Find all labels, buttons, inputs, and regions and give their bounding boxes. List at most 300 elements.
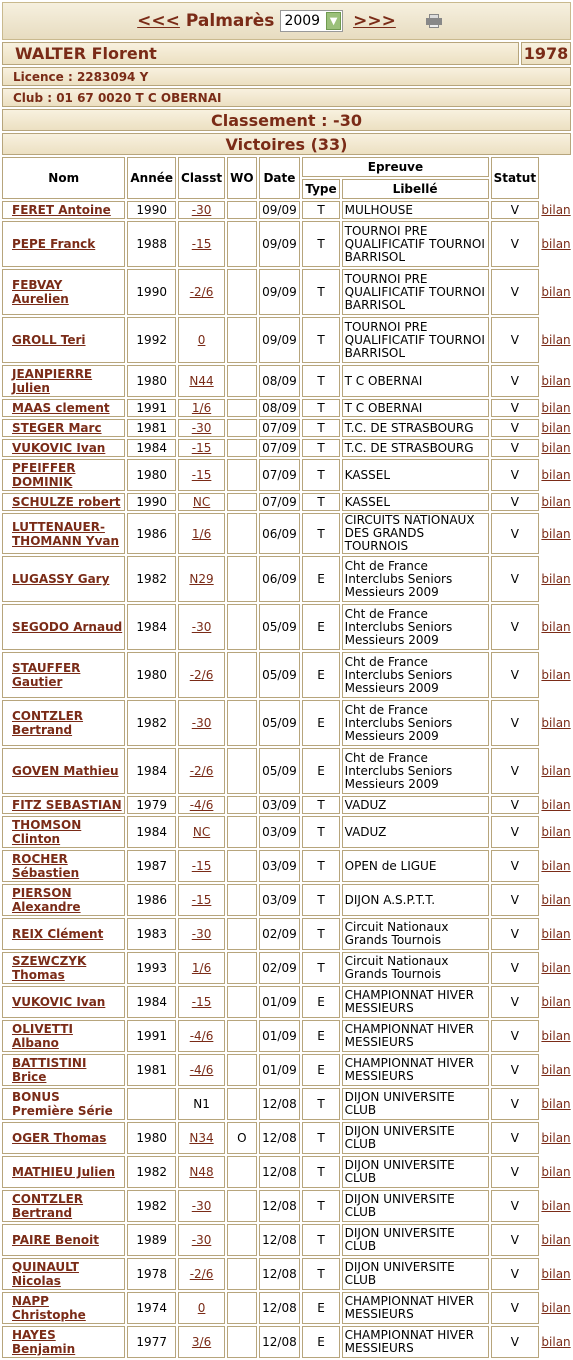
- opponent-link[interactable]: FERET Antoine: [12, 203, 111, 217]
- bilan-link[interactable]: bilan: [541, 859, 571, 873]
- table-row: [2, 399, 571, 417]
- wo-flag: [227, 1020, 256, 1052]
- wo-flag: [227, 1156, 256, 1188]
- table-row: [2, 317, 571, 363]
- classement-link[interactable]: -15: [191, 893, 212, 907]
- table-row: [2, 365, 571, 397]
- opponent-link[interactable]: VUKOVIC Ivan: [12, 995, 106, 1009]
- classement-link[interactable]: -15: [191, 859, 212, 873]
- wo-flag: [227, 918, 256, 950]
- opponent-link[interactable]: SZEWCZYK Thomas: [12, 954, 87, 982]
- bilan-link[interactable]: bilan: [541, 1131, 571, 1145]
- bilan-link[interactable]: bilan: [541, 1335, 571, 1349]
- opponent-link[interactable]: MAAS clement: [12, 401, 110, 415]
- chevron-down-icon[interactable]: ▼: [326, 12, 341, 30]
- table-row: [2, 1088, 571, 1120]
- opponent-classement: N1: [178, 1088, 225, 1120]
- epreuve-libelle: CHAMPIONNAT HIVER MESSIEURS: [342, 1292, 489, 1324]
- opponent-year: 1980: [127, 1122, 176, 1154]
- player-classement: Classement : -30: [2, 109, 571, 131]
- epreuve-type: T: [302, 365, 339, 397]
- table-row: [2, 439, 571, 457]
- table-row: [2, 556, 571, 602]
- opponent-year: 1990: [127, 269, 176, 315]
- wo-flag: [227, 700, 256, 746]
- wo-flag: [227, 419, 256, 437]
- match-statut: V: [491, 399, 540, 417]
- table-row: [2, 493, 571, 511]
- epreuve-libelle: T C OBERNAI: [342, 365, 489, 397]
- classement-link[interactable]: -4/6: [189, 1029, 214, 1043]
- opponent-link[interactable]: GOVEN Mathieu: [12, 764, 119, 778]
- table-row: [2, 816, 571, 848]
- opponent-year: 1991: [127, 399, 176, 417]
- classement-link[interactable]: 0: [197, 333, 206, 347]
- match-statut: V: [491, 317, 540, 363]
- match-statut: V: [491, 1326, 540, 1358]
- wo-flag: [227, 1190, 256, 1222]
- opponent-year: 1990: [127, 493, 176, 511]
- epreuve-libelle: TOURNOI PRE QUALIFICATIF TOURNOI BARRISOL: [342, 221, 489, 267]
- wo-flag: [227, 1258, 256, 1290]
- match-date: 01/09: [259, 1020, 301, 1052]
- match-statut: V: [491, 796, 540, 814]
- classement-link[interactable]: -30: [191, 1233, 212, 1247]
- bilan-link[interactable]: bilan: [541, 1301, 571, 1315]
- match-statut: V: [491, 459, 540, 491]
- wo-flag: [227, 884, 256, 916]
- opponent-link[interactable]: SEGODO Arnaud: [12, 620, 123, 634]
- match-statut: V: [491, 201, 540, 219]
- match-statut: V: [491, 1054, 540, 1086]
- wo-flag: [227, 513, 256, 554]
- opponent-link[interactable]: LUGASSY Gary: [12, 572, 110, 586]
- classement-link[interactable]: -15: [191, 441, 212, 455]
- epreuve-libelle: T.C. DE STRASBOURG: [342, 419, 489, 437]
- epreuve-libelle: MULHOUSE: [342, 201, 489, 219]
- match-date: 05/09: [259, 652, 301, 698]
- opponent-year: 1984: [127, 986, 176, 1018]
- match-date: 01/09: [259, 1054, 301, 1086]
- table-row: [2, 884, 571, 916]
- classement-link[interactable]: -30: [191, 620, 212, 634]
- match-statut: V: [491, 1088, 540, 1120]
- opponent-link[interactable]: PIERSON Alexandre: [12, 886, 81, 914]
- epreuve-type: T: [302, 439, 339, 457]
- opponent-link[interactable]: MATHIEU Julien: [12, 1165, 116, 1179]
- epreuve-type: T: [302, 1122, 339, 1154]
- player-name: WALTER Florent: [2, 42, 519, 65]
- classement-link[interactable]: NC: [192, 825, 211, 839]
- bilan-link[interactable]: bilan: [541, 237, 571, 251]
- epreuve-type: E: [302, 1020, 339, 1052]
- classement-link[interactable]: -15: [191, 237, 212, 251]
- classement-link[interactable]: NC: [192, 495, 211, 509]
- match-date: 03/09: [259, 884, 301, 916]
- classement-link[interactable]: -15: [191, 468, 212, 482]
- col-wo: WO: [227, 157, 256, 199]
- bilan-link[interactable]: bilan: [541, 1097, 571, 1111]
- classement-link[interactable]: -30: [191, 203, 212, 217]
- classement-link[interactable]: -30: [191, 716, 212, 730]
- bilan-link[interactable]: bilan: [541, 572, 571, 586]
- epreuve-libelle: Cht de France Interclubs Seniors Messieurs 2009: [342, 700, 489, 746]
- table-row: [2, 459, 571, 491]
- opponent-name: BONUS Première Série: [2, 1088, 125, 1120]
- opponent-year: 1981: [127, 1054, 176, 1086]
- match-date: 03/09: [259, 850, 301, 882]
- previous-year-link[interactable]: <<<: [137, 11, 180, 31]
- year-select-value: 2009: [284, 13, 321, 29]
- opponent-year: 1990: [127, 201, 176, 219]
- match-statut: V: [491, 556, 540, 602]
- table-row: [2, 201, 571, 219]
- epreuve-libelle: Cht de France Interclubs Seniors Messieurs 2009: [342, 556, 489, 602]
- opponent-link[interactable]: SCHULZE robert: [12, 495, 121, 509]
- bilan-link[interactable]: bilan: [541, 526, 571, 541]
- wo-flag: [227, 604, 256, 650]
- player-club: Club : 01 67 0020 T C OBERNAI: [2, 88, 571, 107]
- opponent-year: 1986: [127, 513, 176, 554]
- classement-link[interactable]: N29: [189, 572, 214, 586]
- table-row: [2, 1054, 571, 1086]
- bilan-link[interactable]: bilan: [541, 927, 571, 941]
- opponent-year: 1980: [127, 652, 176, 698]
- epreuve-type: T: [302, 513, 339, 554]
- bilan-link[interactable]: bilan: [541, 893, 571, 907]
- opponent-link[interactable]: GROLL Teri: [12, 333, 86, 347]
- opponent-year: 1977: [127, 1326, 176, 1358]
- match-date: 02/09: [259, 952, 301, 984]
- wo-flag: [227, 201, 256, 219]
- wo-flag: [227, 816, 256, 848]
- table-row: [2, 1224, 571, 1256]
- victoires-title: Victoires (33): [2, 133, 571, 155]
- classement-link[interactable]: 3/6: [191, 1335, 212, 1349]
- opponent-year: 1987: [127, 850, 176, 882]
- match-date: 07/09: [259, 493, 301, 511]
- bilan-link[interactable]: bilan: [541, 764, 571, 778]
- epreuve-type: T: [302, 918, 339, 950]
- table-row: [2, 796, 571, 814]
- opponent-link[interactable]: JEANPIERRE Julien: [12, 367, 93, 395]
- opponent-year: 1982: [127, 1156, 176, 1188]
- opponent-link[interactable]: FEBVAY Aurelien: [12, 278, 69, 306]
- epreuve-type: E: [302, 556, 339, 602]
- wo-flag: [227, 1088, 256, 1120]
- epreuve-libelle: VADUZ: [342, 816, 489, 848]
- classement-link[interactable]: -2/6: [189, 285, 214, 299]
- bilan-link[interactable]: bilan: [541, 374, 571, 388]
- opponent-link[interactable]: HAYES Benjamin: [12, 1328, 76, 1356]
- match-date: 07/09: [259, 459, 301, 491]
- classement-link[interactable]: 1/6: [191, 526, 212, 541]
- classement-link[interactable]: 0: [197, 1301, 206, 1315]
- bilan-link[interactable]: bilan: [541, 1029, 571, 1043]
- epreuve-libelle: DIJON UNIVERSITE CLUB: [342, 1190, 489, 1222]
- classement-link[interactable]: -4/6: [189, 1063, 214, 1077]
- table-row: [2, 986, 571, 1018]
- match-date: 12/08: [259, 1122, 301, 1154]
- match-date: 12/08: [259, 1088, 301, 1120]
- opponent-link[interactable]: REIX Clément: [12, 927, 104, 941]
- opponent-link[interactable]: PAIRE Benoit: [12, 1233, 99, 1247]
- table-row: [2, 1156, 571, 1188]
- match-statut: V: [491, 604, 540, 650]
- epreuve-libelle: TOURNOI PRE QUALIFICATIF TOURNOI BARRISOL: [342, 269, 489, 315]
- wo-flag: [227, 1326, 256, 1358]
- epreuve-libelle: OPEN de LIGUE: [342, 850, 489, 882]
- table-row: [2, 1292, 571, 1324]
- wo-flag: [227, 493, 256, 511]
- match-statut: V: [491, 884, 540, 916]
- table-row: [2, 419, 571, 437]
- opponent-year: 1989: [127, 1224, 176, 1256]
- epreuve-libelle: VADUZ: [342, 796, 489, 814]
- epreuve-type: T: [302, 1258, 339, 1290]
- match-statut: V: [491, 748, 540, 794]
- opponent-link[interactable]: CONTZLER Bertrand: [12, 709, 84, 737]
- epreuve-libelle: T C OBERNAI: [342, 399, 489, 417]
- epreuve-type: T: [302, 884, 339, 916]
- opponent-link[interactable]: STEGER Marc: [12, 421, 102, 435]
- table-row: [2, 1190, 571, 1222]
- col-type: Type: [302, 179, 339, 199]
- year-navigation: [2, 2, 571, 40]
- epreuve-libelle: CHAMPIONNAT HIVER MESSIEURS: [342, 986, 489, 1018]
- classement-link[interactable]: -4/6: [189, 798, 214, 812]
- epreuve-type: T: [302, 850, 339, 882]
- match-date: 07/09: [259, 439, 301, 457]
- col-libelle: Libellé: [342, 179, 489, 199]
- classement-link[interactable]: -2/6: [189, 1267, 214, 1281]
- classement-link[interactable]: 1/6: [191, 961, 212, 975]
- opponent-link[interactable]: BATTISTINI Brice: [12, 1056, 87, 1084]
- opponent-year: [127, 1088, 176, 1120]
- epreuve-libelle: Cht de France Interclubs Seniors Messieurs 2009: [342, 604, 489, 650]
- epreuve-type: E: [302, 604, 339, 650]
- opponent-link[interactable]: VUKOVIC Ivan: [12, 441, 106, 455]
- bilan-link[interactable]: bilan: [541, 798, 571, 812]
- year-select[interactable]: [280, 10, 343, 32]
- match-statut: V: [491, 1292, 540, 1324]
- epreuve-libelle: CHAMPIONNAT HIVER MESSIEURS: [342, 1020, 489, 1052]
- epreuve-libelle: Circuit Nationaux Grands Tournois: [342, 918, 489, 950]
- opponent-link[interactable]: ROCHER Sébastien: [12, 852, 80, 880]
- bilan-link[interactable]: bilan: [541, 495, 571, 509]
- match-statut: V: [491, 419, 540, 437]
- bilan-link[interactable]: bilan: [541, 421, 571, 435]
- opponent-year: 1978: [127, 1258, 176, 1290]
- palmares-page: [0, 2, 573, 1360]
- bilan-link[interactable]: bilan: [541, 995, 571, 1009]
- opponent-link[interactable]: NAPP Christophe: [12, 1294, 86, 1322]
- opponent-year: 1981: [127, 419, 176, 437]
- bilan-link[interactable]: bilan: [541, 401, 571, 415]
- classement-link[interactable]: -30: [191, 421, 212, 435]
- bilan-link[interactable]: bilan: [541, 1233, 571, 1247]
- wo-flag: [227, 556, 256, 602]
- classement-link[interactable]: N34: [189, 1131, 214, 1145]
- wo-flag: [227, 269, 256, 315]
- wo-flag: [227, 748, 256, 794]
- bilan-link[interactable]: bilan: [541, 1199, 571, 1213]
- epreuve-libelle: DIJON UNIVERSITE CLUB: [342, 1156, 489, 1188]
- epreuve-type: E: [302, 748, 339, 794]
- epreuve-libelle: CHAMPIONNAT HIVER MESSIEURS: [342, 1326, 489, 1358]
- epreuve-type: E: [302, 652, 339, 698]
- opponent-link[interactable]: FITZ SEBASTIAN: [12, 798, 122, 812]
- opponent-year: 1992: [127, 317, 176, 363]
- wo-flag: [227, 952, 256, 984]
- wo-flag: [227, 1292, 256, 1324]
- match-statut: V: [491, 439, 540, 457]
- opponent-link[interactable]: CONTZLER Bertrand: [12, 1192, 84, 1220]
- table-row: [2, 952, 571, 984]
- opponent-year: 1982: [127, 700, 176, 746]
- match-statut: V: [491, 986, 540, 1018]
- opponent-link[interactable]: QUINAULT Nicolas: [12, 1260, 79, 1288]
- match-date: 02/09: [259, 918, 301, 950]
- bilan-link[interactable]: bilan: [541, 961, 571, 975]
- opponent-link[interactable]: LUTTENAUER-THOMANN Yvan: [12, 519, 120, 548]
- opponent-year: 1980: [127, 365, 176, 397]
- classement-link[interactable]: -30: [191, 927, 212, 941]
- epreuve-libelle: DIJON A.S.P.T.T.: [342, 884, 489, 916]
- epreuve-type: T: [302, 493, 339, 511]
- col-classt: Classt: [178, 157, 225, 199]
- match-statut: V: [491, 513, 540, 554]
- bilan-link[interactable]: bilan: [541, 620, 571, 634]
- opponent-year: 1984: [127, 439, 176, 457]
- match-date: 09/09: [259, 269, 301, 315]
- classement-link[interactable]: 1/6: [191, 401, 212, 415]
- bilan-link[interactable]: bilan: [541, 1063, 571, 1077]
- wo-flag: [227, 1054, 256, 1086]
- match-statut: V: [491, 493, 540, 511]
- match-date: 03/09: [259, 796, 301, 814]
- classement-link[interactable]: N44: [189, 374, 214, 388]
- next-year-link[interactable]: >>>: [353, 11, 396, 31]
- classement-link[interactable]: -15: [191, 995, 212, 1009]
- bilan-link[interactable]: bilan: [541, 1267, 571, 1281]
- match-statut: V: [491, 1156, 540, 1188]
- match-date: 08/09: [259, 365, 301, 397]
- bilan-link[interactable]: bilan: [541, 468, 571, 482]
- match-statut: V: [491, 1258, 540, 1290]
- opponent-year: 1993: [127, 952, 176, 984]
- wo-flag: [227, 1224, 256, 1256]
- epreuve-type: T: [302, 269, 339, 315]
- table-row: [2, 652, 571, 698]
- opponent-year: 1982: [127, 556, 176, 602]
- opponent-year: 1974: [127, 1292, 176, 1324]
- wo-flag: [227, 439, 256, 457]
- match-date: 05/09: [259, 700, 301, 746]
- bilan-link[interactable]: bilan: [541, 668, 571, 682]
- epreuve-type: T: [302, 1190, 339, 1222]
- match-date: 12/08: [259, 1258, 301, 1290]
- opponent-year: 1984: [127, 816, 176, 848]
- epreuve-libelle: Cht de France Interclubs Seniors Messieurs 2009: [342, 652, 489, 698]
- classement-link[interactable]: -2/6: [189, 668, 214, 682]
- match-statut: V: [491, 952, 540, 984]
- epreuve-type: T: [302, 1224, 339, 1256]
- table-row: [2, 1258, 571, 1290]
- victoires-table: [0, 155, 573, 1360]
- bilan-link[interactable]: bilan: [541, 825, 571, 839]
- opponent-link[interactable]: THOMSON Clinton: [12, 818, 82, 846]
- bilan-link[interactable]: bilan: [541, 441, 571, 455]
- opponent-year: 1980: [127, 459, 176, 491]
- table-row: [2, 1122, 571, 1154]
- epreuve-type: E: [302, 1292, 339, 1324]
- wo-flag: [227, 317, 256, 363]
- opponent-year: 1979: [127, 796, 176, 814]
- epreuve-type: T: [302, 459, 339, 491]
- opponent-link[interactable]: STAUFFER Gautier: [12, 661, 81, 689]
- opponent-link[interactable]: PFEIFFER DOMINIK: [12, 461, 76, 489]
- col-date: Date: [259, 157, 301, 199]
- match-date: 12/08: [259, 1190, 301, 1222]
- epreuve-type: T: [302, 221, 339, 267]
- epreuve-libelle: CIRCUITS NATIONAUX DES GRANDS TOURNOIS: [342, 513, 489, 554]
- epreuve-type: T: [302, 317, 339, 363]
- printer-icon[interactable]: [426, 14, 442, 28]
- bilan-link[interactable]: bilan: [541, 203, 571, 217]
- classement-link[interactable]: -30: [191, 1199, 212, 1213]
- bilan-link[interactable]: bilan: [541, 1165, 571, 1179]
- table-row: [2, 850, 571, 882]
- opponent-year: 1984: [127, 604, 176, 650]
- classement-link[interactable]: N48: [189, 1165, 214, 1179]
- match-date: 12/08: [259, 1326, 301, 1358]
- match-date: 05/09: [259, 748, 301, 794]
- match-date: 09/09: [259, 201, 301, 219]
- player-licence: Licence : 2283094 Y: [2, 67, 571, 86]
- opponent-year: 1991: [127, 1020, 176, 1052]
- col-annee: Année: [127, 157, 176, 199]
- opponent-link[interactable]: OLIVETTI Albano: [12, 1022, 73, 1050]
- col-nom: Nom: [2, 157, 125, 199]
- match-date: 01/09: [259, 986, 301, 1018]
- match-date: 12/08: [259, 1224, 301, 1256]
- table-row: [2, 221, 571, 267]
- classement-link[interactable]: -2/6: [189, 764, 214, 778]
- opponent-year: 1983: [127, 918, 176, 950]
- opponent-link[interactable]: OGER Thomas: [12, 1131, 107, 1145]
- table-row: [2, 700, 571, 746]
- match-date: 12/08: [259, 1156, 301, 1188]
- epreuve-libelle: DIJON UNIVERSITE CLUB: [342, 1088, 489, 1120]
- table-row: [2, 513, 571, 554]
- bilan-link[interactable]: bilan: [541, 333, 571, 347]
- opponent-year: 1986: [127, 884, 176, 916]
- wo-flag: [227, 986, 256, 1018]
- table-row: [2, 1020, 571, 1052]
- bilan-link[interactable]: bilan: [541, 716, 571, 730]
- bilan-link[interactable]: bilan: [541, 285, 571, 299]
- epreuve-libelle: KASSEL: [342, 459, 489, 491]
- match-statut: V: [491, 850, 540, 882]
- col-statut: Statut: [491, 157, 540, 199]
- match-statut: V: [491, 652, 540, 698]
- match-statut: V: [491, 918, 540, 950]
- wo-flag: [227, 221, 256, 267]
- player-header: [2, 42, 571, 65]
- match-date: 07/09: [259, 419, 301, 437]
- opponent-link[interactable]: PEPE Franck: [12, 237, 96, 251]
